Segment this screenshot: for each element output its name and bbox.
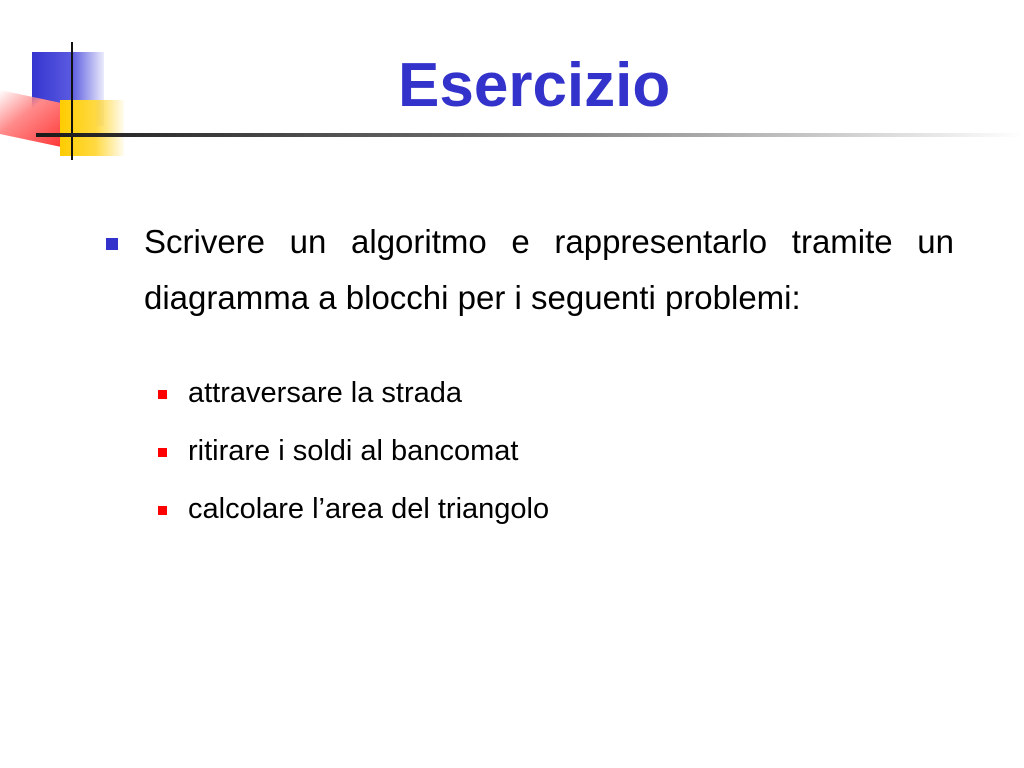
sub-bullet-item	[154, 364, 954, 422]
sub-bullet-item	[154, 480, 954, 538]
sub-bullet-item	[154, 422, 954, 480]
main-bullet-text: Scrivere un algoritmo e rappresentarlo tramite un diagramma a blocchi per i seguenti problemi:	[144, 223, 954, 316]
square-bullet-icon	[106, 238, 118, 250]
square-bullet-icon	[158, 390, 167, 399]
sub-bullet-text: attraversare la strada	[188, 377, 463, 409]
logo-vertical-line	[71, 42, 73, 160]
slide-title: Esercizio	[398, 51, 671, 120]
main-bullet-item	[104, 214, 954, 326]
sub-bullet-list	[104, 364, 954, 538]
square-bullet-icon	[158, 448, 167, 457]
logo-yellow-square	[60, 100, 124, 156]
slide-body	[104, 214, 954, 538]
title-divider	[36, 133, 1024, 137]
sub-bullet-text: calcolare l’area del triangolo	[188, 493, 550, 525]
square-bullet-icon	[158, 506, 167, 515]
decorative-logo-icon	[0, 0, 140, 170]
sub-bullet-text: ritirare i soldi al bancomat	[188, 435, 519, 467]
